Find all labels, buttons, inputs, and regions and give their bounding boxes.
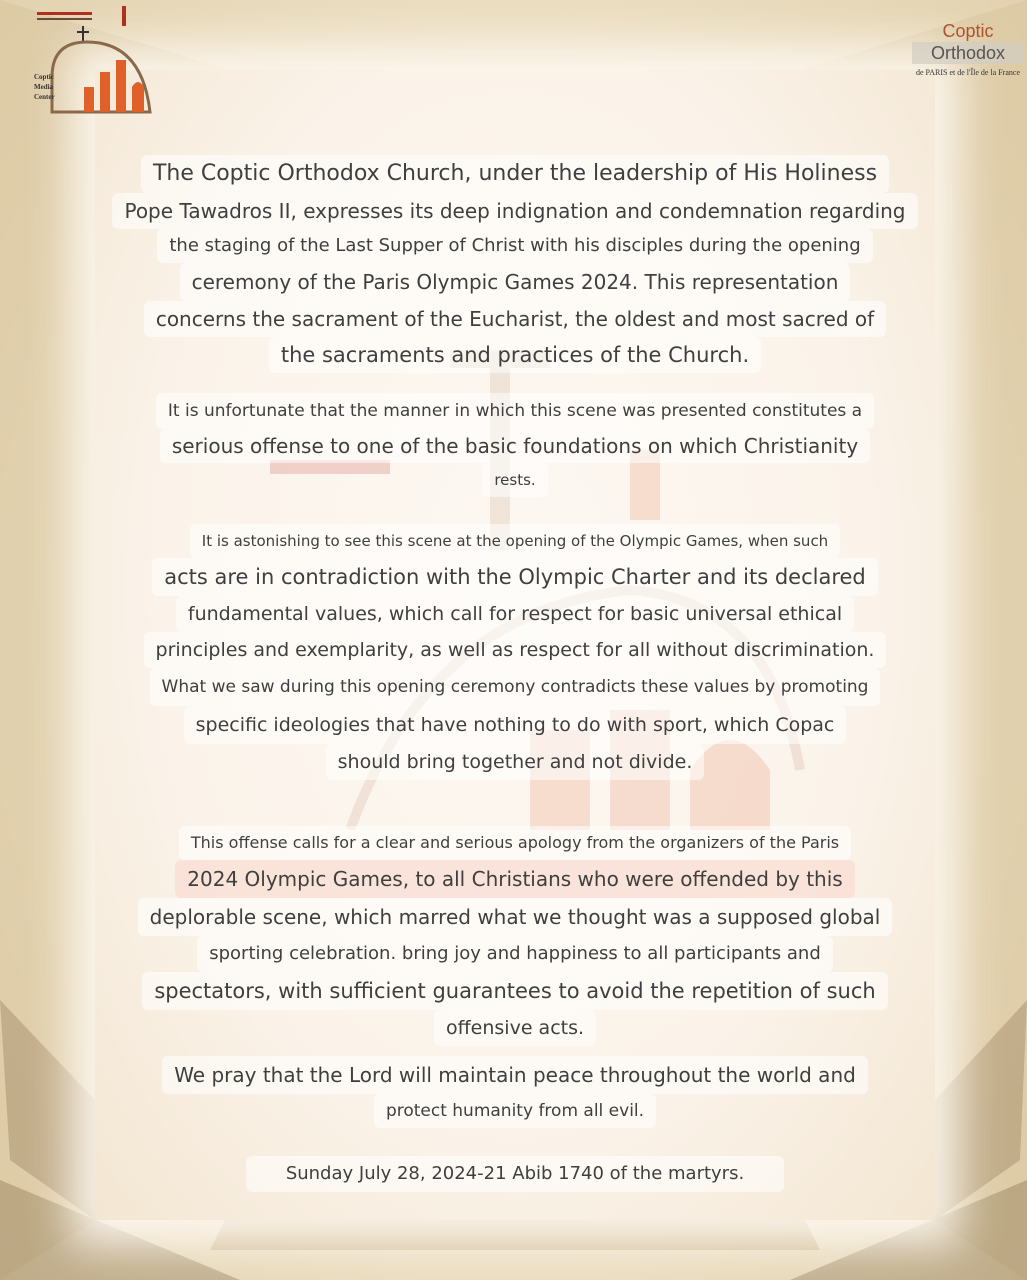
text-line: We pray that the Lord will maintain peace throughout the world and	[162, 1056, 868, 1094]
text-line: What we saw during this opening ceremony contradicts these values by promoting	[150, 668, 881, 706]
text-line: specific ideologies that have nothing to do with sport, which Copac	[184, 706, 847, 744]
text-line: fundamental values, which call for respect for basic universal ethical	[176, 596, 854, 632]
text-line: rests.	[482, 463, 547, 497]
text-line: protect humanity from all evil.	[374, 1094, 656, 1128]
text-line: Pope Tawadros II, expresses its deep indignation and condemnation regarding	[112, 193, 917, 229]
text-line: concerns the sacrament of the Eucharist, the oldest and most sacred of	[144, 301, 886, 337]
paragraph-apology	[110, 826, 920, 1046]
text-line: offensive acts.	[434, 1010, 596, 1046]
paragraph-offense	[110, 393, 920, 497]
paragraph-prayer	[110, 1056, 920, 1128]
text-line: spectators, with sufficient guarantees to avoid the repetition of such	[142, 972, 887, 1010]
date-line-container	[110, 1156, 920, 1192]
text-line: The Coptic Orthodox Church, under the leadership of His Holiness	[141, 155, 889, 193]
text-line: principles and exemplarity, as well as respect for all without discrimination.	[144, 632, 887, 668]
brand-orthodox: Orthodox	[912, 42, 1024, 64]
text-line: acts are in contradiction with the Olympic Charter and its declared	[152, 558, 878, 596]
text-line: This offense calls for a clear and serious apology from the organizers of the Paris	[179, 826, 851, 860]
paragraph-olympic-charter	[110, 524, 920, 780]
text-line: deplorable scene, which marred what we thought was a supposed global	[138, 898, 893, 936]
coptic-media-center-logo	[22, 2, 162, 122]
church-dome-icon	[22, 2, 162, 122]
text-line: the staging of the Last Supper of Christ with his disciples during the opening	[157, 229, 872, 263]
text-line: It is astonishing to see this scene at the opening of the Olympic Games, when such	[190, 524, 840, 558]
text-line: should bring together and not divide.	[326, 744, 705, 780]
text-line: ceremony of the Paris Olympic Games 2024. This representation	[180, 263, 851, 301]
text-line: It is unfortunate that the manner in which this scene was presented constitutes a	[156, 393, 874, 429]
text-line: sporting celebration. bring joy and happiness to all participants and	[197, 936, 833, 972]
text-line: the sacraments and practices of the Church.	[269, 337, 761, 373]
brand-coptic: Coptic	[942, 21, 994, 41]
brand-paris: de PARIS et de l'Île de la France	[915, 68, 1020, 77]
coptic-orthodox-paris-logo	[912, 2, 1024, 102]
logo-left-label: Coptic Media Center	[34, 73, 55, 101]
date-line: Sunday July 28, 2024-21 Abib 1740 of the martyrs.	[246, 1156, 784, 1192]
paragraph-statement	[110, 155, 920, 373]
text-line: serious offense to one of the basic foundations on which Christianity	[160, 429, 870, 463]
text-line: 2024 Olympic Games, to all Christians who were offended by this	[175, 860, 854, 898]
